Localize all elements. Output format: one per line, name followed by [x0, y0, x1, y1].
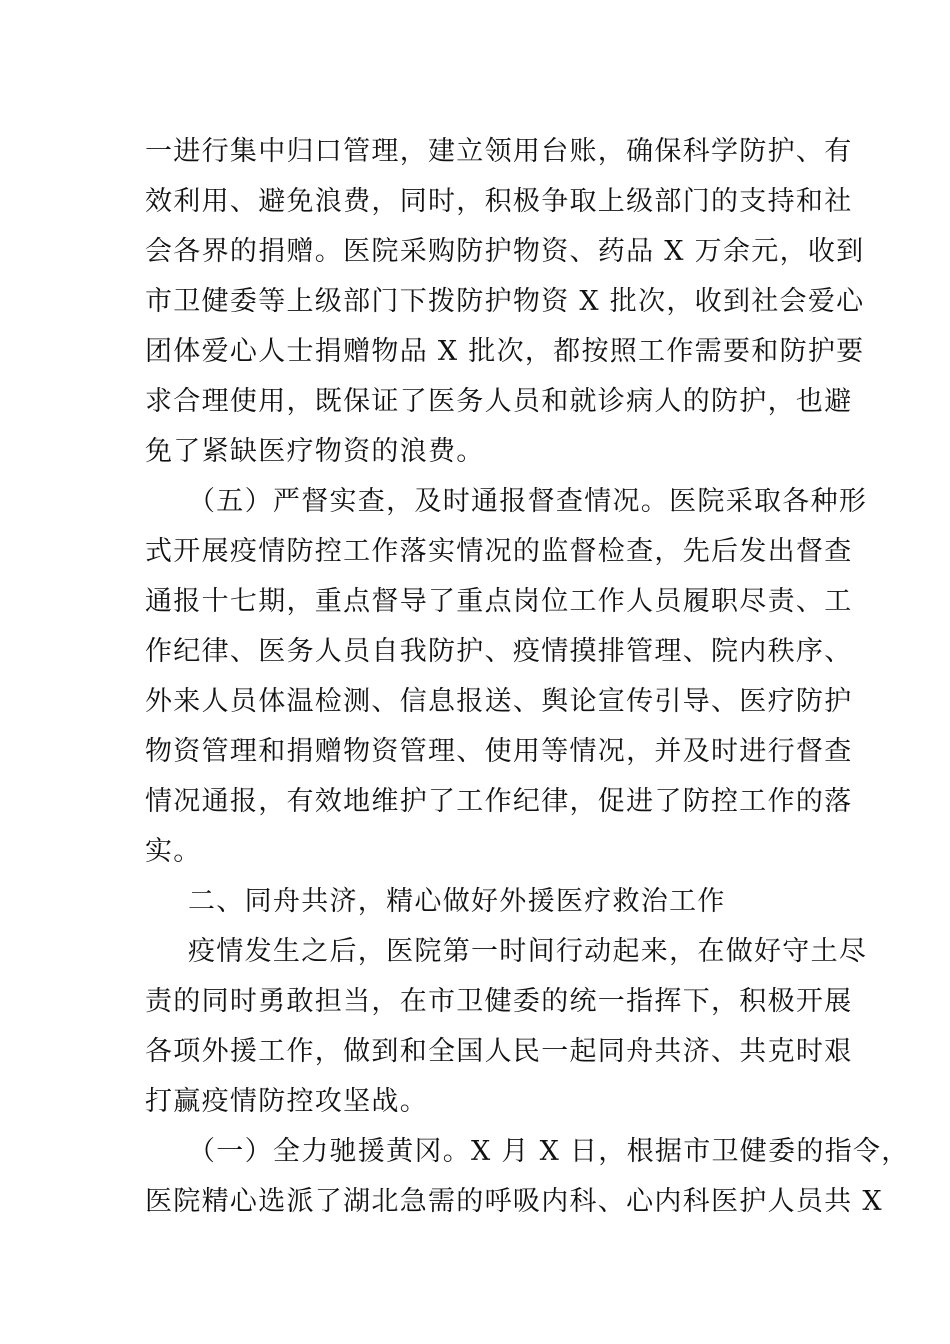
text-line: 各项外援工作，做到和全国人民一起同舟共济、共克时艰: [145, 1036, 853, 1067]
text-line: 打赢疫情防控攻坚战。: [145, 1086, 428, 1117]
text-line: 责的同时勇敢担当，在市卫健委的统一指挥下，积极开展: [145, 986, 853, 1017]
section-title: 二、同舟共济，精心做好外援医疗救治工作: [188, 886, 726, 917]
text-line: 市卫健委等上级部门下拨防护物资 X 批次，收到社会爱心: [145, 286, 865, 317]
text-line: 实。: [145, 836, 202, 867]
text-line: 团体爱心人士捐赠物品 X 批次，都按照工作需要和防护要: [145, 336, 865, 367]
text-line: 免了紧缺医疗物资的浪费。: [145, 436, 485, 467]
text-line: 疫情发生之后，医院第一时间行动起来，在做好守土尽: [188, 936, 868, 967]
text-line: 医院精心选派了湖北急需的呼吸内科、心内科医护人员共 X: [145, 1186, 883, 1217]
text-line: 求合理使用，既保证了医务人员和就诊病人的防护，也避: [145, 386, 853, 417]
text-line: 式开展疫情防控工作落实情况的监督检查，先后发出督查: [145, 536, 853, 567]
text-line: 效利用、避免浪费，同时，积极争取上级部门的支持和社: [145, 186, 853, 217]
text-line: 一进行集中归口管理，建立领用台账，确保科学防护、有: [145, 136, 853, 167]
text-line: 会各界的捐赠。医院采购防护物资、药品 X 万余元，收到: [145, 236, 865, 267]
text-line: 通报十七期，重点督导了重点岗位工作人员履职尽责、工: [145, 586, 853, 617]
text-line: 作纪律、医务人员自我防护、疫情摸排管理、院内秩序、: [145, 636, 853, 667]
section-heading-line: （一）全力驰援黄冈。X 月 X 日，根据市卫健委的指令，: [188, 1136, 910, 1167]
text-line: 物资管理和捐赠物资管理、使用等情况，并及时进行督查: [145, 736, 853, 767]
section-heading-line: （五）严督实查，及时通报督查情况。医院采取各种形: [188, 486, 868, 517]
text-line: 外来人员体温检测、信息报送、舆论宣传引导、医疗防护: [145, 686, 853, 717]
text-line: 情况通报，有效地维护了工作纪律，促进了防控工作的落: [145, 786, 853, 817]
